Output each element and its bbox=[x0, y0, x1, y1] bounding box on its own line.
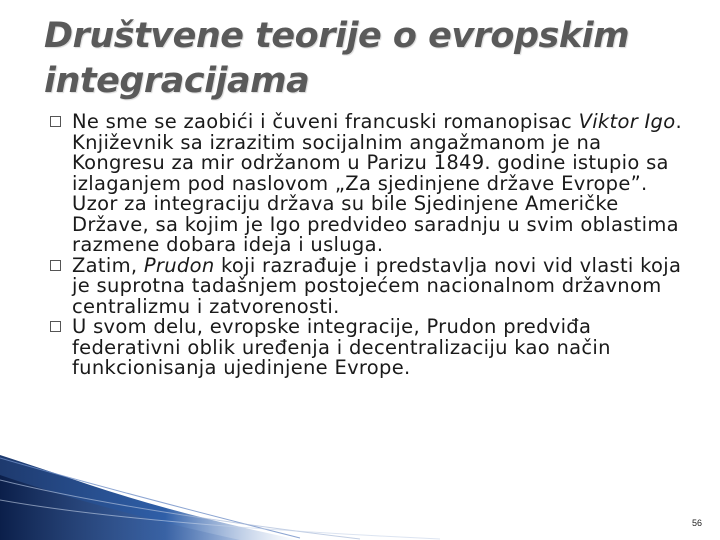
page-number: 56 bbox=[691, 518, 702, 528]
paragraph-text: koji razrađuje i predstavlja novi vid vlasti koja je suprotna tadašnjem postojećem nacionalnom državnom centralizmu i zatvorenosti. bbox=[72, 253, 682, 318]
bullet-paragraph-1 bbox=[48, 112, 698, 256]
slide-body bbox=[48, 112, 698, 379]
paragraph-text: Zatim, bbox=[72, 253, 144, 277]
paragraph-text: . Književnik sa izrazitim socijalnim angažmanom je na Kongresu za mir održanom u Parizu 1849. godine istupio sa izlaganjem pod naslovom „Za sjedinjene države Evrope”. Uzor za integraciju država su bile Sjedinjene Američke Države, sa kojim je Igo predvideo saradnju u svim oblastima razmene dobara ideja i usluga. bbox=[72, 110, 682, 256]
bullet-paragraph-3 bbox=[48, 317, 698, 379]
square-bullet-icon bbox=[50, 260, 61, 271]
square-bullet-icon bbox=[50, 321, 61, 332]
bullet-paragraph-2 bbox=[48, 253, 698, 318]
decorative-swoosh bbox=[0, 420, 720, 540]
slide-title: Društvene teorije o evropskim integracijama bbox=[44, 16, 630, 101]
square-bullet-icon bbox=[50, 116, 61, 127]
paragraph-text: Ne sme se zaobići i čuveni francuski romanopisac bbox=[72, 110, 579, 133]
person-name: Viktor Igo bbox=[578, 110, 676, 133]
paragraph-text: U svom delu, evropske integracije, Prudon predviđa federativni oblik uređenja i decentralizaciju kao način funkcionisanja ujedinjene Evrope. bbox=[72, 315, 611, 379]
person-name: Prudon bbox=[143, 253, 215, 277]
